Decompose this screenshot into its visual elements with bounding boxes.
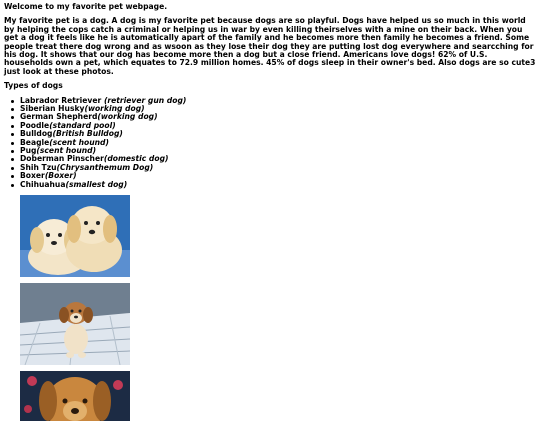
dog-note: (smallest dog) bbox=[65, 179, 128, 189]
dog-note: (British Bulldog) bbox=[52, 129, 123, 139]
dog-note: (working dog) bbox=[97, 112, 158, 122]
puppy-on-deck-photo-icon bbox=[20, 283, 130, 365]
dog-note: (scent hound) bbox=[49, 137, 109, 147]
golden-dog-image bbox=[20, 371, 130, 421]
list-item bbox=[20, 139, 536, 147]
dog-name: Labrador Retriever bbox=[20, 95, 104, 105]
dog-name: Shih Tzu bbox=[20, 162, 57, 172]
intro-paragraph: My favorite pet is a dog. A dog is my favorite pet because dogs are so playful. Dogs have helped us so much in this world by helping the cops catch a criminal or helping us in war by even killing theirselves with a mine on their back. When you get a dog it feels like he is automatically apart of the family and he becomes more then family he becomes a friend. Some people treat there dog wrong and as wsoon as they lose their dog they are putting lost dog everywhere and searcching for his dog. It shows that our dog has become more then a dog but a close friend. Americans love dogs! 62% of U.S. households own a pet, which equates to 72.9 million homes. 45% of dogs sleep in their owner's bed. Also dogs are so cute3 just look at these photos. bbox=[4, 16, 536, 76]
dog-types-list bbox=[4, 97, 536, 189]
dog-name: Chihuahua bbox=[20, 179, 66, 189]
dog-note: (retriever gun dog) bbox=[103, 95, 187, 105]
dog-note: (Boxer) bbox=[44, 171, 77, 181]
dog-name: German Shepherd bbox=[20, 112, 98, 122]
dog-note: (Chrysanthemum Dog) bbox=[56, 162, 154, 172]
dog-note: (scent hound) bbox=[36, 146, 97, 155]
welcome-text: Welcome to my favorite pet webpage. bbox=[4, 2, 168, 11]
dog-name: Boxer bbox=[20, 171, 45, 181]
dog-name: Doberman Pinscher bbox=[20, 154, 104, 164]
list-item bbox=[20, 181, 536, 189]
dog-note: (working dog) bbox=[84, 104, 145, 114]
list-item bbox=[20, 164, 536, 172]
dog-name: Bulldog bbox=[20, 129, 53, 139]
dog-name: Beagle bbox=[20, 137, 50, 147]
dog-name: Poodle bbox=[20, 120, 50, 130]
dog-note: (standard pool) bbox=[49, 120, 116, 130]
dog-name: Pug bbox=[20, 146, 37, 155]
golden-dog-photo-icon bbox=[20, 371, 130, 421]
dog-note: (domestic dog) bbox=[103, 154, 169, 164]
types-heading: Types of dogs bbox=[4, 81, 63, 91]
puppy-on-deck-image bbox=[20, 283, 130, 365]
dog-name: Siberian Husky bbox=[20, 104, 85, 114]
two-puppies-photo-icon bbox=[20, 195, 130, 277]
two-puppies-image bbox=[20, 195, 130, 277]
